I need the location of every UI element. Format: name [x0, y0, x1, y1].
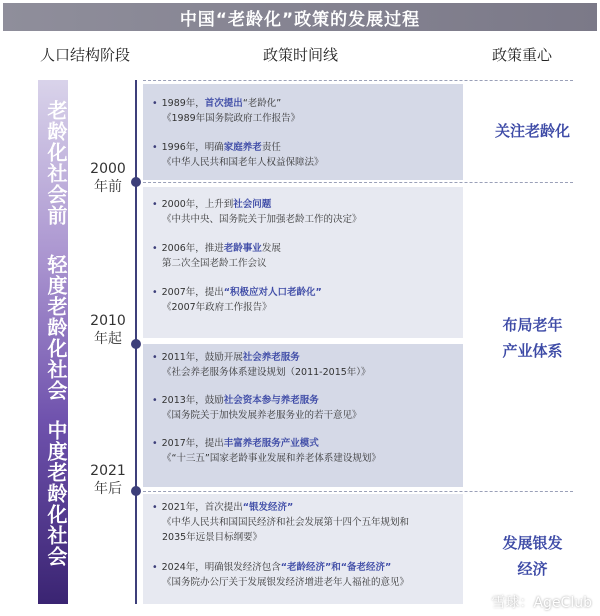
policy-event: • 2007年，提出“积极应对人口老龄化” 《2007年政府工作报告》 [152, 287, 322, 313]
year-label: 2000 年前 [90, 161, 126, 195]
focus-label: 发展银发 经济 [502, 534, 563, 578]
policy-event: • 2024年，明确银发经济包含“老龄经济”和“备老经济” 《国务院办公厅关于发展银发经济增进老年人福祉的意见》 [152, 562, 410, 588]
policy-event: • 1996年，明确家庭养老责任 《中华人民共和国老年人权益保障法》 [152, 142, 324, 168]
year-label: 2010 年起 [90, 313, 126, 347]
timeline-dot [131, 177, 141, 187]
page-title: 中国“老龄化”政策的发展过程 [3, 3, 597, 31]
focus-label: 关注老龄化 [494, 122, 570, 140]
year-label: 2021 年后 [90, 463, 126, 497]
header-timeline: 政策时间线 [263, 46, 339, 64]
timeline-dot [131, 339, 141, 349]
policy-event: • 2017年，提出丰富养老服务产业模式 《“十三五”国家老龄事业发展和养老体系建设规划》 [152, 438, 381, 464]
header-focus: 政策重心 [492, 46, 553, 64]
timeline-dot [131, 486, 141, 496]
divider [143, 80, 573, 81]
stage-label-mild: 轻度老龄化社会 [44, 254, 68, 401]
policy-event: • 2013年，鼓励社会资本参与养老服务 《国务院关于加快发展养老服务业的若干意见》 [152, 395, 362, 421]
focus-label: 布局老年 产业体系 [502, 316, 563, 360]
stage-label-moderate: 中度老龄化社会 [44, 420, 68, 567]
watermark: 雪球：AgeClub [491, 595, 592, 611]
policy-event: • 2021年，首次提出“银发经济” 《中华人民共和国国民经济和社会发展第十四个五年规划和 2035年远景目标纲要》 [152, 502, 410, 543]
policy-event: • 2011年，鼓励开展社会养老服务 《社会养老服务体系建设规划（2011-2015年）》 [152, 352, 371, 378]
policy-event: • 1989年，首次提出“老龄化” 《1989年国务院政府工作报告》 [152, 98, 301, 124]
divider [143, 182, 573, 183]
stage-label-pre: 老龄化社会前 [44, 100, 68, 226]
policy-event: • 2000年，上升到社会问题 《中共中央、国务院关于加强老龄工作的决定》 [152, 199, 362, 225]
header-stage: 人口结构阶段 [40, 46, 131, 64]
divider [143, 491, 573, 492]
policy-event: • 2006年，推进老龄事业发展 第二次全国老龄工作会议 [152, 243, 281, 269]
